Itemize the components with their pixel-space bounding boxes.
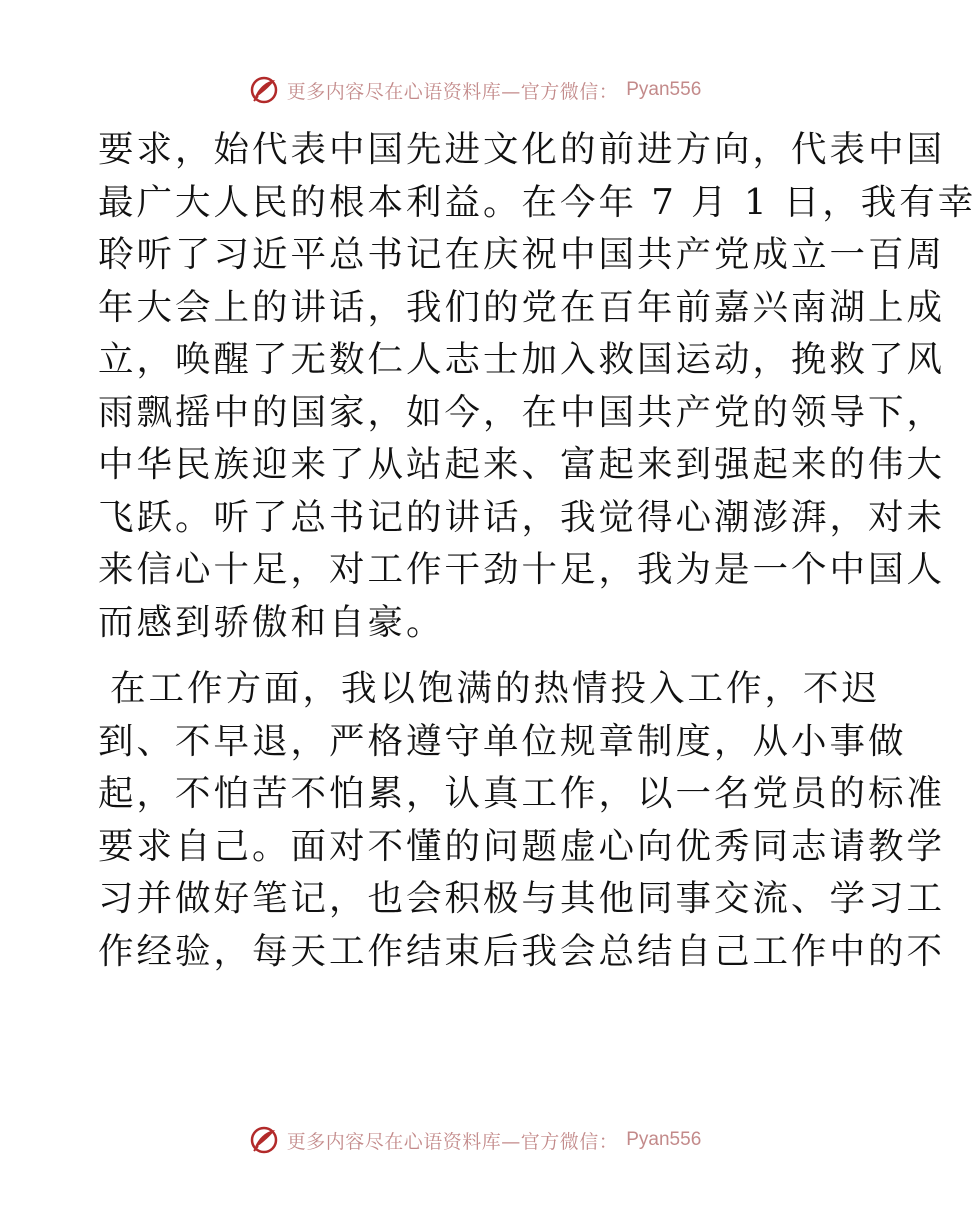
paragraph-spacer [98,649,850,663]
text-line: 飞跃。听了总书记的讲话，我觉得心潮澎湃，对未 [98,496,946,538]
text-line: 立，唤醒了无数仁人志士加入救国运动，挽救了风 [98,339,946,380]
text-line: 年大会上的讲话，我们的党在百年前嘉兴南湖上成 [98,286,946,328]
text-line: 来信心十足，对工作干劲十足，我为是一个中国人 [98,549,946,590]
footer-banner-wechat: Pyan556 [626,1129,702,1150]
header-banner [0,70,950,110]
text-line: 到、不早退，严格遵守单位规章制度，从小事做 [98,720,907,762]
footer-banner-text: 更多内容尽在心语资料库—官方微信： [286,1130,619,1153]
document-body [98,124,976,978]
text-line: 中华民族迎来了从站起来、富起来到强起来的伟大 [98,444,946,485]
paragraph [98,663,946,978]
text-line: 习并做好笔记，也会积极与其他同事交流、学习工 [98,878,946,919]
text-line: 而感到骄傲和自豪。 [98,601,445,643]
text-line: 要求自己。面对不懂的问题虚心向优秀同志请教学 [98,825,946,867]
text-line: 在工作方面，我以饱满的热情投入工作，不迟 [110,668,881,709]
paragraph [98,124,976,649]
header-banner-wechat: Pyan556 [626,79,702,100]
text-line: 最广大人民的根本利益。在今年 7 月 1 日，我有幸 [98,181,976,223]
text-line: 聆听了习近平总书记在庆祝中国共产党成立一百周 [98,234,946,275]
text-line: 要求，始代表中国先进文化的前进方向，代表中国 [98,129,946,170]
header-banner-text: 更多内容尽在心语资料库—官方微信： [286,80,619,103]
quill-logo-icon [249,1125,279,1155]
text-line: 雨飘摇中的国家，如今，在中国共产党的领导下， [98,391,946,433]
footer-banner [0,1120,950,1160]
text-line: 起，不怕苦不怕累，认真工作，以一名党员的标准 [98,773,946,814]
text-line: 作经验，每天工作结束后我会总结自己工作中的不 [98,930,946,972]
quill-logo-icon [249,75,279,105]
